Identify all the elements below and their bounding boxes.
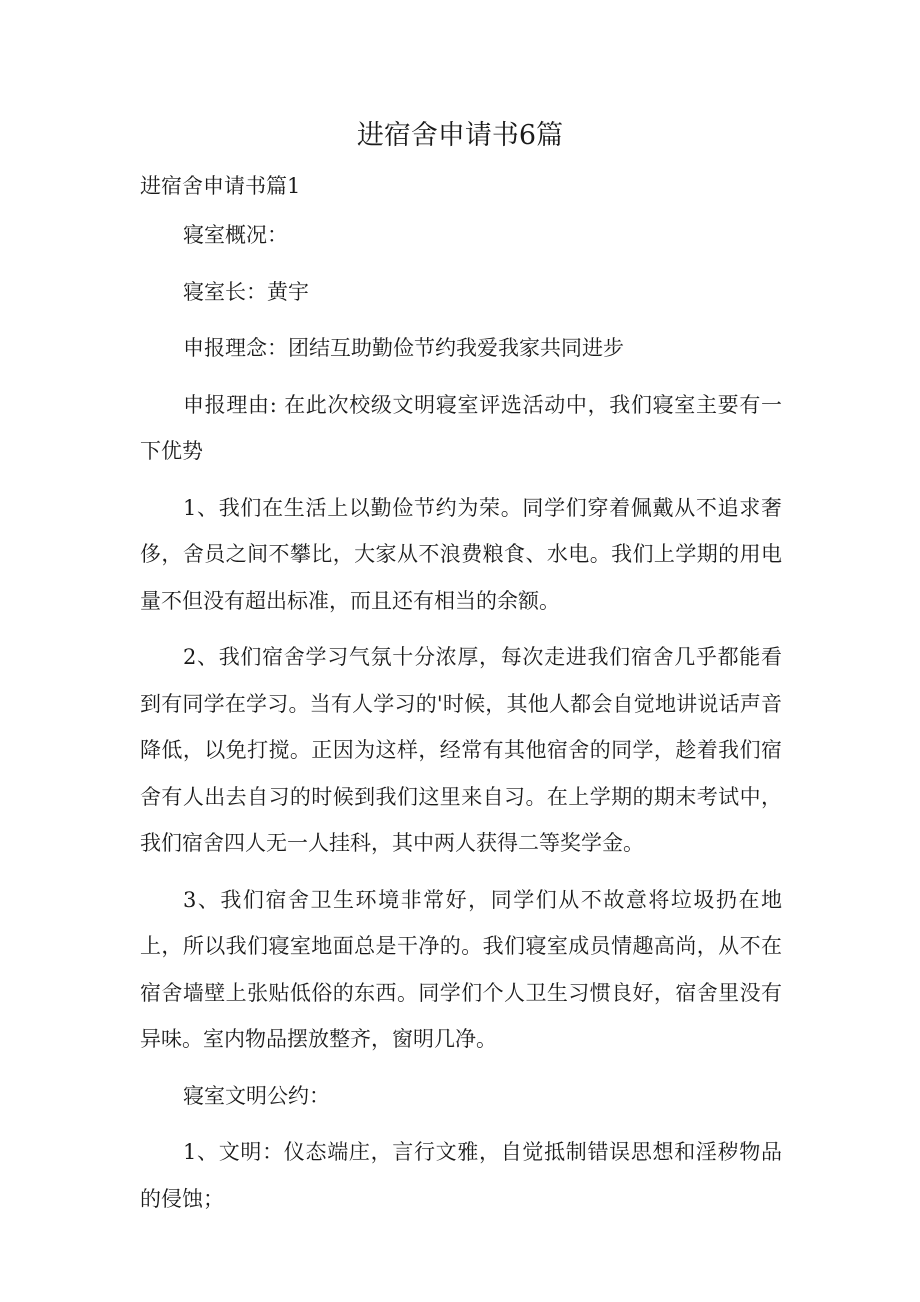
document-body <box>140 212 782 1232</box>
document-title: 进宿舍申请书6篇 <box>356 120 564 151</box>
paragraph-reason: 申报理由: 在此次校级文明寝室评选活动中，我们寝室主要有一下优势 <box>140 392 782 463</box>
paragraph-dorm-leader: 寝室长：黄宇 <box>183 279 309 304</box>
paragraph-dorm-overview: 寝室概况： <box>183 223 288 247</box>
paragraph-philosophy: 申报理念：团结互助勤俭节约我爱我家共同进步 <box>183 336 624 360</box>
paragraph-point-3: 3、我们宿舍卫生环境非常好，同学们从不故意将垃圾扔在地上，所以我们寝室地面总是干净的。我们寝室成员情趣高尚，从不在宿舍墙壁上张贴低俗的东西。同学们个人卫生习惯良好，宿舍里没有异味。室内物品摆放整齐，窗明几净。 <box>140 887 782 1051</box>
paragraph-convention-heading: 寝室文明公约： <box>183 1083 330 1108</box>
section-heading: 进宿舍申请书篇1 <box>140 174 301 198</box>
paragraph-point-2: 2、我们宿舍学习气氛十分浓厚，每次走进我们宿舍几乎都能看到有同学在学习。当有人学习的'时候，其他人都会自觉地讲说话声音降低，以免打搅。正因为这样，经常有其他宿舍的同学，趁着我们宿舍有人出去自习的时候到我们这里来自习。在上学期的期末考试中，我们宿舍四人无一人挂科，其中两人获得二等奖学金。 <box>140 645 782 855</box>
paragraph-point-1: 1、我们在生活上以勤俭节约为荣。同学们穿着佩戴从不追求奢侈，舍员之间不攀比，大家从不浪费粮食、水电。我们上学期的用电量不但没有超出标准，而且还有相当的余额。 <box>140 495 782 613</box>
paragraph-convention-1: 1、文明：仪态端庄，言行文雅，自觉抵制错误思想和淫秽物品的侵蚀； <box>140 1140 782 1211</box>
